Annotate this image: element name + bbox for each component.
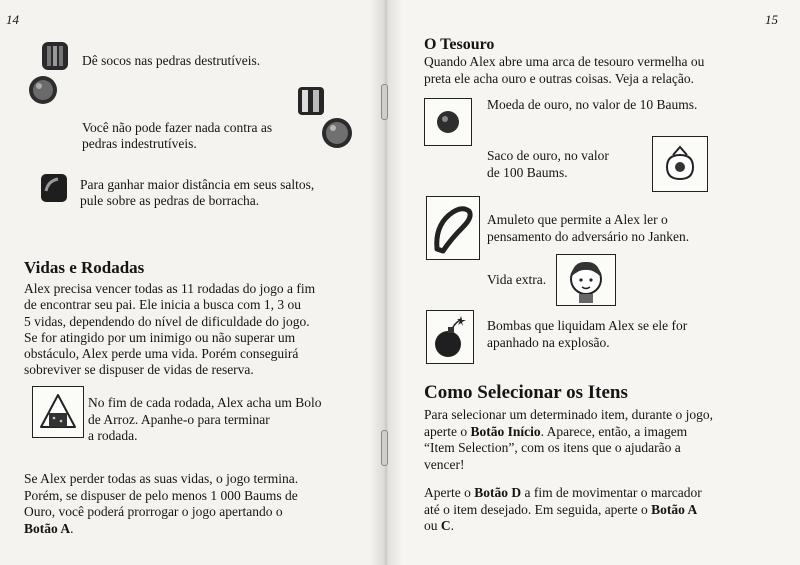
- amulet-line: pensamento do adversário no Janken.: [487, 228, 690, 244]
- gold-bag-line: de 100 Baums.: [487, 164, 568, 180]
- a-button-label: Botão A: [24, 520, 71, 536]
- amulet-icon: [427, 197, 479, 259]
- rubber-rock-text-2: pule sobre as pedras de borracha.: [80, 193, 260, 208]
- continue-line: Ouro, você poderá prorrogar o jogo apertando o: [24, 504, 283, 519]
- select-text: aperte o: [424, 423, 471, 439]
- breakable-rock-icon: [41, 41, 69, 71]
- amulet-line: Amuleto que permite a Alex ler o: [487, 212, 668, 227]
- left-page: [0, 0, 386, 565]
- gold-coin-text: Moeda de ouro, no valor de 10 Baums.: [487, 97, 698, 112]
- alex-face-icon: [557, 255, 615, 305]
- select-text: . Aparece, então, a imagem: [540, 423, 688, 439]
- continue-paragraph: [24, 471, 298, 537]
- amulet-text: [487, 212, 689, 245]
- rice-cake-line: de Arroz. Apanhe-o para terminar: [88, 411, 270, 427]
- round-rock-icon: [27, 74, 59, 106]
- unbreakable-text-2: pedras indestrutíveis.: [82, 136, 197, 151]
- select-text: a fim de movimentar o marcador: [521, 485, 702, 500]
- gold-bag-icon: [653, 137, 707, 191]
- amulet-frame: [426, 196, 480, 260]
- select-text: até o item desejado. Em seguida, aperte o: [424, 501, 652, 517]
- rice-cake-line: No fim de cada rodada, Alex acha um Bolo: [88, 395, 322, 410]
- rice-cake-icon: [33, 387, 83, 437]
- gold-bag-line: Saco de ouro, no valor: [487, 148, 609, 163]
- continue-end: .: [70, 520, 74, 536]
- treasure-heading: O Tesouro: [424, 36, 495, 53]
- c-button-label: C: [440, 518, 451, 533]
- right-page: [386, 0, 800, 565]
- page-number-left: 14: [6, 12, 19, 27]
- extra-life-frame: [556, 254, 616, 306]
- continue-line: Porém, se dispuser de pelo menos 1 000 Baums de: [24, 487, 298, 503]
- lives-line: sobreviver se dispuser de vidas de reserva.: [24, 362, 254, 378]
- gold-bag-text: [487, 148, 609, 181]
- select-line: [424, 502, 702, 519]
- rice-cake-frame: [32, 386, 84, 438]
- lives-heading: Vidas e Rodadas: [24, 258, 145, 277]
- bomb-line: Bombas que liquidam Alex se ele for: [487, 318, 688, 333]
- rice-cake-line: a rodada.: [88, 428, 138, 443]
- treasure-line: Quando Alex abre uma arca de tesouro vermelha ou: [424, 54, 705, 69]
- treasure-line: preta ele acha ouro e outras coisas. Veja a relação.: [424, 70, 694, 86]
- bomb-line: apanhado na explosão.: [487, 334, 610, 350]
- lives-line: Se for atingido por um inimigo ou não superar um: [24, 329, 296, 345]
- treasure-paragraph: [424, 54, 704, 87]
- gold-bag-frame: [652, 136, 708, 192]
- select-text: Aperte o: [424, 485, 475, 500]
- bomb-icon: [427, 311, 473, 363]
- unbreakable-round-icon: [320, 116, 354, 150]
- select-heading: Como Selecionar os Itens: [424, 382, 628, 403]
- rice-cake-text: [88, 395, 322, 445]
- unbreakable-block-icon: [297, 86, 325, 116]
- start-button-label: Botão Início: [470, 423, 541, 439]
- rubber-rock-text-1: Para ganhar maior distância em seus saltos,: [80, 177, 315, 192]
- gold-coin-icon: [425, 99, 471, 145]
- select-paragraph-2: [424, 485, 702, 535]
- bomb-frame: [426, 310, 474, 364]
- select-line: [424, 485, 702, 502]
- lives-line: obstáculo, Alex perde uma vida. Porém conseguirá: [24, 346, 299, 362]
- gold-coin-frame: [424, 98, 472, 146]
- select-line: vencer!: [424, 456, 465, 472]
- extra-life-text: Vida extra.: [487, 272, 547, 287]
- staple-bottom: [381, 430, 388, 466]
- a-button-label: Botão A: [651, 501, 698, 517]
- d-button-label: Botão D: [474, 485, 522, 500]
- select-line: [424, 518, 702, 535]
- lives-line: Alex precisa vencer todas as 11 rodadas do jogo a fim: [24, 281, 316, 296]
- select-paragraph-1: [424, 407, 713, 473]
- select-line: Para selecionar um determinado item, durante o jogo,: [424, 407, 714, 422]
- continue-line: Se Alex perder todas as suas vidas, o jogo termina.: [24, 471, 299, 486]
- lives-line: 5 vidas, dependendo do nível de dificuldade do jogo.: [24, 313, 310, 329]
- rubber-rock-icon: [40, 173, 68, 203]
- breakable-rock-text: Dê socos nas pedras destrutíveis.: [82, 53, 261, 68]
- select-text: ou: [424, 518, 441, 533]
- unbreakable-text-1: Você não pode fazer nada contra as: [82, 120, 273, 135]
- select-line: [424, 424, 713, 441]
- lives-line: de encontrar seu pai. Ele inicia a busca com 1, 3 ou: [24, 297, 302, 313]
- select-line: “Item Selection”, com os itens que o ajudarão a: [424, 440, 681, 455]
- staple-top: [381, 84, 388, 120]
- continue-line: [24, 521, 298, 538]
- bomb-text: [487, 318, 687, 351]
- lives-paragraph: [24, 281, 315, 379]
- select-text: .: [450, 518, 454, 533]
- page-number-right: 15: [765, 12, 778, 27]
